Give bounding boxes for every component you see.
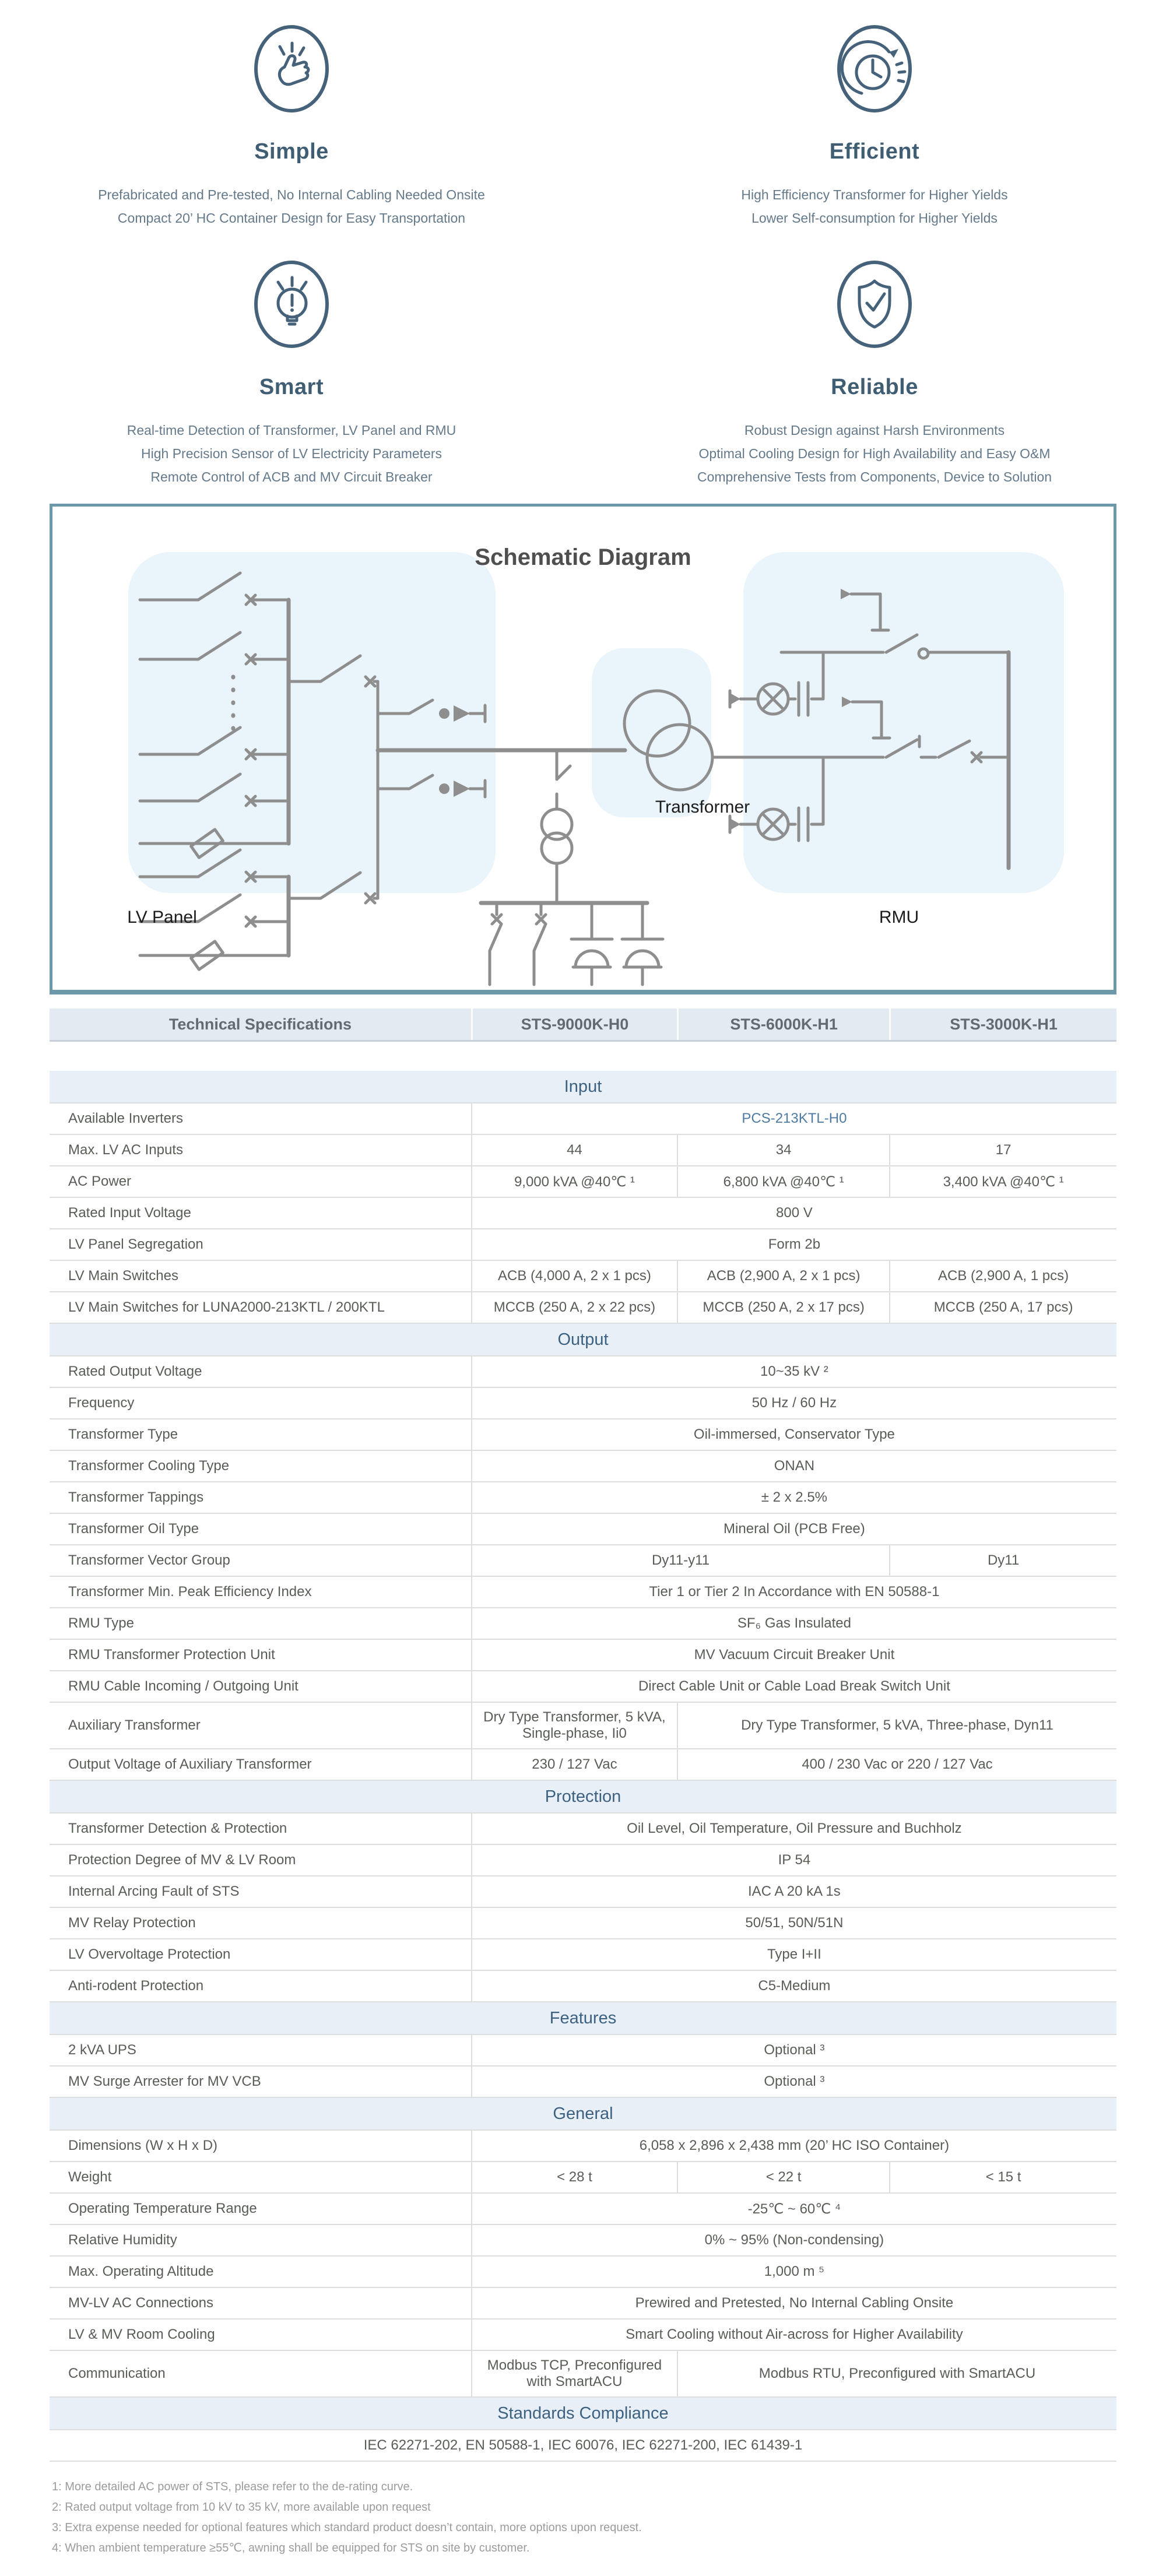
spec-label: Operating Temperature Range [68,2201,257,2216]
spec-label: Internal Arcing Fault of STS [68,1883,240,1899]
header-model-sts-6000k-h1: STS-6000K-H1 [677,1008,889,1040]
spec-label: Transformer Oil Type [68,1521,199,1537]
spec-value: Oil-immersed, Conservator Type [471,1419,1116,1450]
spec-value: Prewired and Pretested, No Internal Cabling Onsite [471,2288,1116,2318]
spec-value: 17 [889,1135,1116,1165]
feature-line: Comprehensive Tests from Components, Device to Solution [697,469,1052,484]
spec-row [50,2430,1116,2462]
spec-label: Max. LV AC Inputs [68,1142,183,1158]
section-header-standards-compliance: Standards Compliance [50,2398,1116,2430]
spec-label: RMU Transformer Protection Unit [68,1647,275,1663]
spec-label: Relative Humidity [68,2232,177,2248]
feature-line: Remote Control of ACB and MV Circuit Breaker [150,469,433,484]
spec-label: Transformer Vector Group [68,1552,230,1568]
feature-line: Lower Self-consumption for Higher Yields [751,210,998,226]
spec-row [50,1749,1116,1781]
spec-value: Smart Cooling without Air-across for Higher Availability [471,2320,1116,2350]
spec-row [50,2194,1116,2225]
spec-value: IAC A 20 kA 1s [471,1876,1116,1907]
spec-row [50,2320,1116,2351]
spec-value: 6,058 x 2,896 x 2,438 mm (20’ HC ISO Container) [471,2131,1116,2161]
spec-label: Weight [68,2169,112,2185]
spec-label: Transformer Tappings [68,1489,204,1505]
feature-line: Robust Design against Harsh Environments [744,423,1005,438]
spec-row [50,1104,1116,1135]
footnotes [50,2477,1116,2576]
spec-label: LV & MV Room Cooling [68,2327,215,2342]
spec-row [50,2225,1116,2257]
feature-line: High Precision Sensor of LV Electricity Parameters [141,446,442,461]
spec-label: Communication [68,2366,166,2381]
spec-value: 0% ~ 95% (Non-condensing) [471,2225,1116,2255]
spec-label: RMU Type [68,1615,134,1631]
header-model-sts-3000k-h1: STS-3000K-H1 [889,1008,1116,1040]
lv-panel-region [128,552,496,893]
section-header-features: Features [50,2002,1116,2035]
spec-value: 34 [677,1135,889,1165]
spec-row [50,1482,1116,1514]
lv-panel-label: LV Panel [127,908,197,927]
spec-row [50,1577,1116,1608]
spec-row [50,1261,1116,1292]
spec-value: MV Vacuum Circuit Breaker Unit [471,1640,1116,1670]
spec-label: LV Overvoltage Protection [68,1946,231,1962]
spec-row [50,1971,1116,2002]
spec-value: SF₆ Gas Insulated [471,1608,1116,1639]
spec-label: Rated Input Voltage [68,1205,191,1221]
spec-value: 1,000 m ⁵ [471,2257,1116,2287]
spec-value: ACB (4,000 A, 2 x 1 pcs) [471,1261,677,1291]
spec-value: ONAN [471,1451,1116,1481]
shield-check-icon [831,256,918,353]
feature-title: Efficient [829,139,920,164]
spec-value: Modbus RTU, Preconfigured with SmartACU [677,2351,1116,2396]
spec-value: Dry Type Transformer, 5 kVA, Single-phase, Ii0 [471,1703,677,1748]
spec-value: 50/51, 50N/51N [471,1908,1116,1938]
feature-line: Real-time Detection of Transformer, LV Panel and RMU [127,423,456,438]
spec-value: Tier 1 or Tier 2 In Accordance with EN 50588-1 [471,1577,1116,1607]
spec-value: ± 2 x 2.5% [471,1482,1116,1513]
schematic-diagram-panel [50,504,1116,994]
footnote: 2: Rated output voltage from 10 kV to 35 kV, more available upon request [52,2501,431,2514]
spec-row [50,1939,1116,1971]
spec-label: Transformer Min. Peak Efficiency Index [68,1584,312,1600]
spec-value: PCS-213KTL-H0 [471,1104,1116,1134]
technical-specifications-table [50,1008,1116,2462]
spec-value: 44 [471,1135,677,1165]
spec-label: Frequency [68,1395,135,1411]
feature-reliable [583,256,1166,489]
spec-row [50,1356,1116,1388]
feature-highlights [0,0,1166,489]
spec-value: Dy11 [889,1545,1116,1576]
spec-row [50,2035,1116,2067]
spec-value: IEC 62271-202, EN 50588-1, IEC 60076, IEC 62271-200, IEC 61439-1 [363,2437,803,2453]
spec-row [50,1640,1116,1671]
spec-value: 9,000 kVA @40℃ ¹ [471,1166,677,1197]
spec-value: < 22 t [677,2162,889,2192]
schematic-diagram [52,507,1114,990]
feature-title: Smart [259,375,324,399]
spec-row [50,1814,1116,1845]
spec-label: Output Voltage of Auxiliary Transformer [68,1756,312,1772]
spec-value: C5-Medium [471,1971,1116,2001]
spec-label: MV Relay Protection [68,1915,196,1931]
spec-label: Transformer Cooling Type [68,1458,230,1474]
feature-line: Compact 20’ HC Container Design for Easy Transportation [117,210,466,226]
header-technical-specifications: Technical Specifications [168,1015,352,1033]
spec-label: AC Power [68,1173,132,1189]
feature-simple [0,21,583,230]
section-header-output: Output [50,1324,1116,1356]
spec-value: Type I+II [471,1939,1116,1970]
spec-row [50,2067,1116,2098]
schematic-title: Schematic Diagram [475,544,691,570]
spec-label: MV Surge Arrester for MV VCB [68,2074,261,2089]
spec-value: MCCB (250 A, 2 x 17 pcs) [677,1292,889,1323]
spec-value: ACB (2,900 A, 1 pcs) [889,1261,1116,1291]
spec-row [50,1845,1116,1876]
spec-value: Dry Type Transformer, 5 kVA, Three-phase, Dyn11 [677,1703,1116,1748]
spec-row [50,1198,1116,1229]
spec-value: Optional ³ [471,2067,1116,2097]
smart-bulb-icon [248,256,335,353]
feature-title: Reliable [831,375,918,399]
feature-line: Prefabricated and Pre-tested, No Internal Cabling Needed Onsite [98,187,485,202]
spec-label: LV Panel Segregation [68,1236,203,1252]
header-model-sts-9000k-h0: STS-9000K-H0 [471,1008,677,1040]
spec-value: 400 / 230 Vac or 220 / 127 Vac [677,1749,1116,1780]
spec-row [50,1451,1116,1482]
spec-label: MV-LV AC Connections [68,2295,214,2311]
spec-value: Oil Level, Oil Temperature, Oil Pressure and Buchholz [471,1814,1116,1844]
spec-row [50,1876,1116,1908]
footnote: 4: When ambient temperature ≥55℃, awning shall be equipped for STS on site by customer. [52,2542,530,2554]
efficiency-clock-icon [831,21,918,117]
feature-line: High Efficiency Transformer for Higher Yields [741,187,1008,202]
snap-finger-icon [248,21,335,117]
spec-row [50,1419,1116,1451]
spec-row [50,1166,1116,1198]
spec-value: Form 2b [471,1229,1116,1260]
feature-efficient [583,21,1166,230]
spec-label: Transformer Detection & Protection [68,1821,287,1836]
spec-value: 6,800 kVA @40℃ ¹ [677,1166,889,1197]
spec-value: Mineral Oil (PCB Free) [471,1514,1116,1544]
spec-table-body [50,1071,1116,2462]
spec-table-header [50,1008,1116,1042]
spec-value: MCCB (250 A, 2 x 22 pcs) [471,1292,677,1323]
spec-value: MCCB (250 A, 17 pcs) [889,1292,1116,1323]
feature-title: Simple [254,139,329,164]
spec-label: Available Inverters [68,1110,183,1126]
spec-label: Max. Operating Altitude [68,2264,214,2279]
spec-row [50,2131,1116,2162]
spec-value: Direct Cable Unit or Cable Load Break Switch Unit [471,1671,1116,1702]
spec-row [50,1908,1116,1939]
spec-label: LV Main Switches for LUNA2000-213KTL / 200KTL [68,1299,385,1315]
spec-label: Anti-rodent Protection [68,1978,204,1994]
feature-line: Optimal Cooling Design for High Availability and Easy O&M [698,446,1051,461]
rmu-label: RMU [879,908,919,927]
spec-value: < 15 t [889,2162,1116,2192]
spec-row [50,1388,1116,1419]
spec-value: ACB (2,900 A, 2 x 1 pcs) [677,1261,889,1291]
spec-value: < 28 t [471,2162,677,2192]
spec-label: Rated Output Voltage [68,1363,202,1379]
spec-value: IP 54 [471,1845,1116,1875]
spec-row [50,1229,1116,1261]
spec-label: Transformer Type [68,1426,178,1442]
spec-label: RMU Cable Incoming / Outgoing Unit [68,1678,298,1694]
spec-row [50,1608,1116,1640]
spec-value: 10~35 kV ² [471,1356,1116,1387]
section-header-general: General [50,2098,1116,2131]
spec-value: -25℃ ~ 60℃ ⁴ [471,2194,1116,2224]
spec-row [50,1135,1116,1166]
spec-row [50,2288,1116,2320]
spec-value: Dy11-y11 [471,1545,889,1576]
feature-smart [0,256,583,489]
spec-label: LV Main Switches [68,1268,178,1284]
rmu-region [743,552,1064,893]
spec-row [50,1514,1116,1545]
spec-label: Dimensions (W x H x D) [68,2138,218,2153]
transformer-label: Transformer [655,797,750,817]
spec-row [50,1703,1116,1749]
spec-row [50,1671,1116,1703]
spec-value: Modbus TCP, Preconfigured with SmartACU [471,2351,677,2396]
spec-row [50,1545,1116,1577]
section-header-input: Input [50,1071,1116,1104]
spec-row [50,2351,1116,2398]
spec-value: 3,400 kVA @40℃ ¹ [889,1166,1116,1197]
spec-value: 230 / 127 Vac [471,1749,677,1780]
footnote: 1: More detailed AC power of STS, please refer to the de-rating curve. [52,2480,413,2493]
section-header-protection: Protection [50,1781,1116,1814]
footnote: 3: Extra expense needed for optional features which standard product doesn’t contain, more options upon request. [52,2521,642,2534]
spec-label: 2 kVA UPS [68,2042,136,2058]
spec-label: Auxiliary Transformer [68,1717,201,1733]
spec-value: Optional ³ [471,2035,1116,2065]
spec-row [50,1292,1116,1324]
spec-label: Protection Degree of MV & LV Room [68,1852,296,1868]
spec-value: 50 Hz / 60 Hz [471,1388,1116,1418]
spec-value: 800 V [471,1198,1116,1228]
spec-row [50,2257,1116,2288]
spec-row [50,2162,1116,2194]
transformer-region [592,648,711,817]
